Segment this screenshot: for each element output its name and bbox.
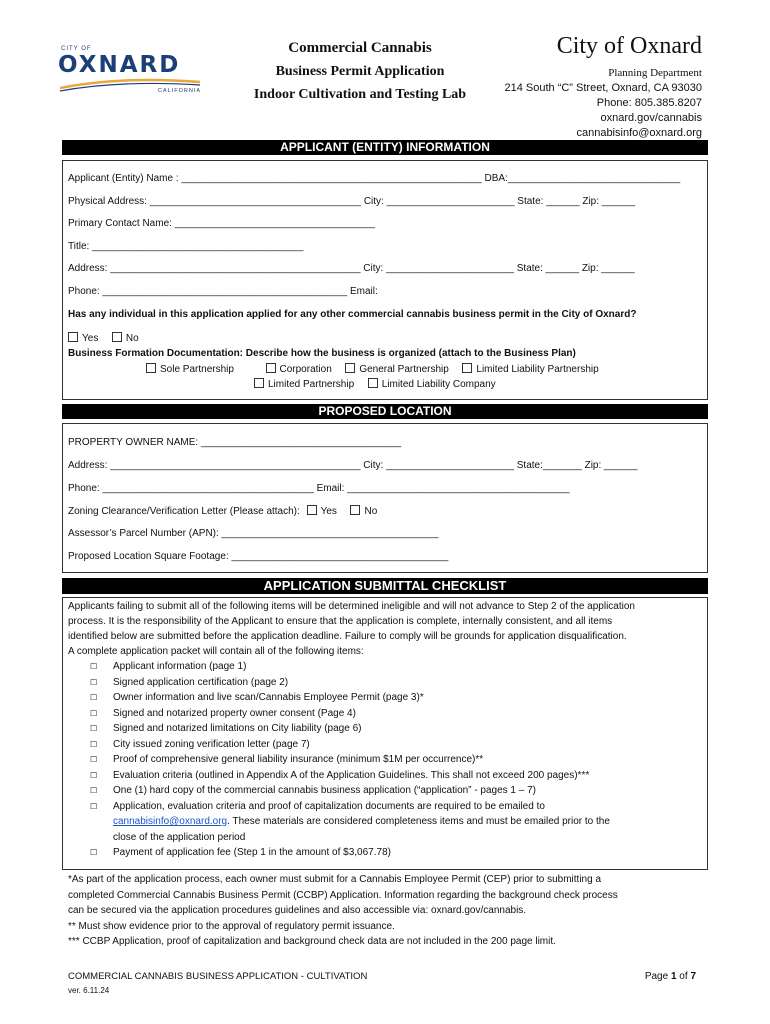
list-item: ☐ Signed and notarized property owner consent (Page 4) <box>90 706 700 722</box>
general-partnership-label: General Partnership <box>359 364 449 375</box>
footnotes <box>68 872 708 950</box>
dept-website[interactable]: oxnard.gov/cannabis <box>600 112 702 124</box>
no-label: No <box>125 333 139 344</box>
note-5: *** CCBP Application, proof of capitalization and background check data are not included in the 200 page limit. <box>68 936 556 947</box>
checkbox-icon[interactable]: ☐ <box>90 770 98 780</box>
checkbox-icon[interactable]: ☐ <box>90 724 98 733</box>
note-2: completed Commercial Cannabis Business Permit (CCBP) Application. Information regarding the background check process <box>68 889 618 901</box>
list-item: ☐ Signed application certification (page 2) <box>90 675 700 691</box>
dept-name: Planning Department <box>608 67 702 79</box>
list-item: ☐ Payment of application fee (Step 1 in the amount of $3,067.78) <box>90 845 700 861</box>
logo-top-text: CITY OF <box>61 46 92 52</box>
checkbox-limited-partnership[interactable] <box>254 378 264 388</box>
location-address-field[interactable]: Address: _____________________________________________ City: _______________________ State:_______ Zip: ______ <box>68 460 638 471</box>
checklist-heading: APPLICATION SUBMITTAL CHECKLIST <box>62 578 708 594</box>
checkbox-icon[interactable]: ☐ <box>90 848 98 857</box>
logo-main-text: OXNARD <box>58 52 181 78</box>
formation-row2 <box>254 378 496 390</box>
checkbox-zoning-yes[interactable] <box>307 505 317 515</box>
yes-label: Yes <box>82 333 99 344</box>
formation-label: Business Formation Documentation: Describe how the business is organized (attach to the Business Plan) <box>68 348 576 359</box>
apn-field[interactable]: Assessor’s Parcel Number (APN): _______________________________________ <box>68 528 439 539</box>
square-footage-field[interactable]: Proposed Location Square Footage: _______________________________________ <box>68 551 449 562</box>
dept-address: 214 South “C” Street, Oxnard, CA 93030 <box>504 82 702 94</box>
checkbox-icon[interactable]: ☐ <box>90 786 98 795</box>
list-item: ☐ Applicant information (page 1) <box>90 659 700 675</box>
prior-permit-question: Has any individual in this application applied for any other commercial cannabis business permit in the City of Oxnard? <box>68 309 637 320</box>
city-logo <box>58 44 208 100</box>
page-number: Page 1 of 7 <box>644 971 696 982</box>
checkbox-llc[interactable] <box>368 378 378 388</box>
list-item: ☐ Proof of comprehensive general liability insurance (minimum $1M per occurrence)** <box>90 752 700 768</box>
note-3: can be secured via the application procedures guidelines and also accessible via: oxnard.gov/cannabis. <box>68 905 527 916</box>
address-field[interactable]: Address: _____________________________________________ City: _______________________ State: ______ Zip: ______ <box>68 263 635 274</box>
checkbox-zoning-no[interactable] <box>350 505 360 515</box>
checklist-intro-2: process. It is the responsibility of the Applicant to ensure that the application is complete, internally consistent, and all items <box>68 616 613 627</box>
list-item: ☐ Signed and notarized limitations on City liability (page 6) <box>90 721 700 737</box>
note-4: ** Must show evidence prior to the approval of regulatory permit issuance. <box>68 920 395 932</box>
prior-permit-options <box>68 332 139 344</box>
checklist-intro-4: A complete application packet will contain all of the following items: <box>68 646 364 657</box>
primary-contact-field[interactable]: Primary Contact Name: ____________________________________ <box>68 218 375 229</box>
list-item: ☐ Owner information and live scan/Cannabis Employee Permit (page 3)* <box>90 690 700 706</box>
checkbox-sole-partnership[interactable] <box>146 363 156 373</box>
checkbox-general-partnership[interactable] <box>345 363 355 373</box>
phone-email-field[interactable]: Phone: ____________________________________________ Email: <box>68 286 378 297</box>
dept-email[interactable]: cannabisinfo@oxnard.org <box>576 127 702 139</box>
footer-title: COMMERCIAL CANNABIS BUSINESS APPLICATION - CULTIVATION <box>68 971 368 982</box>
list-item: ☐ Application, evaluation criteria and proof of capitalization documents are required to be emailed to cannabisinfo@oxnard.org. These materials are considered completeness items and must be emailed prior to the close of the application period <box>90 799 700 846</box>
zoning-row <box>68 505 377 517</box>
note-1: *As part of the application process, each owner must submit for a Cannabis Employee Permit (CEP) prior to submitting a <box>68 874 602 885</box>
list-item: ☐ One (1) hard copy of the commercial cannabis business application (“application” - pages 1 – 7) <box>90 783 700 799</box>
logo-sub-text: CALIFORNIA <box>158 88 202 94</box>
city-name: City of Oxnard <box>556 33 702 59</box>
zoning-label: Zoning Clearance/Verification Letter (Please attach): <box>68 506 300 517</box>
list-item: ☐ City issued zoning verification letter (page 7) <box>90 737 700 753</box>
checkbox-llp[interactable] <box>462 363 472 373</box>
contact-block <box>504 66 702 141</box>
checkbox-icon[interactable]: ☐ <box>90 708 98 718</box>
checklist-intro-3: identified below are submitted before the application deadline. Failure to comply will be grounds for application disqualification. <box>68 631 627 642</box>
checkbox-icon[interactable]: ☐ <box>90 662 98 671</box>
title-field[interactable]: Title: ______________________________________ <box>68 241 304 252</box>
limited-partnership-label: Limited Partnership <box>268 379 355 390</box>
form-title-line3: Indoor Cultivation and Testing Lab <box>253 87 467 102</box>
zoning-no-label: No <box>364 506 378 517</box>
checkbox-icon[interactable]: ☐ <box>90 693 98 702</box>
list-item: ☐ Evaluation criteria (outlined in Appendix A of the Application Guidelines. This shall not exceed 200 pages)*** <box>90 768 700 784</box>
physical-address-field[interactable]: Physical Address: ______________________________________ City: _______________________ State: ______ Zip: ______ <box>68 196 636 207</box>
checkbox-yes[interactable] <box>68 332 78 342</box>
checklist-intro-1: Applicants failing to submit all of the following items will be determined ineligible and will not advance to Step 2 of the application <box>68 601 635 612</box>
llc-label: Limited Liability Company <box>381 379 496 390</box>
form-title-line2: Business Permit Application <box>275 64 445 79</box>
zoning-yes-label: Yes <box>320 506 337 517</box>
form-title-line1: Commercial Cannabis <box>288 40 432 56</box>
sole-partnership-label: Sole Partnership <box>160 364 234 375</box>
location-heading: PROPOSED LOCATION <box>62 404 708 419</box>
checkbox-corporation[interactable] <box>266 363 276 373</box>
location-phone-email-field[interactable]: Phone: ______________________________________ Email: ________________________________________ <box>68 483 570 494</box>
formation-row1 <box>146 363 599 375</box>
applicant-name-field[interactable]: Applicant (Entity) Name : ______________________________________________________ DBA:_______________________________ <box>68 173 681 184</box>
corporation-label: Corporation <box>279 364 332 375</box>
checkbox-no[interactable] <box>112 332 122 342</box>
checkbox-icon[interactable]: ☐ <box>90 739 98 749</box>
checkbox-icon[interactable]: ☐ <box>90 677 98 687</box>
applicant-heading: APPLICANT (ENTITY) INFORMATION <box>62 140 708 155</box>
checkbox-icon[interactable]: ☐ <box>90 755 98 764</box>
email-link[interactable]: cannabisinfo@oxnard.org <box>113 816 228 827</box>
property-owner-field[interactable]: PROPERTY OWNER NAME: ____________________________________ <box>68 437 402 448</box>
footer-version: ver. 6.11.24 <box>68 986 110 995</box>
checkbox-icon[interactable]: ☐ <box>90 801 98 811</box>
checklist-items <box>90 659 700 861</box>
llp-label: Limited Liability Partnership <box>476 364 599 375</box>
dept-phone: Phone: 805.385.8207 <box>596 97 702 109</box>
